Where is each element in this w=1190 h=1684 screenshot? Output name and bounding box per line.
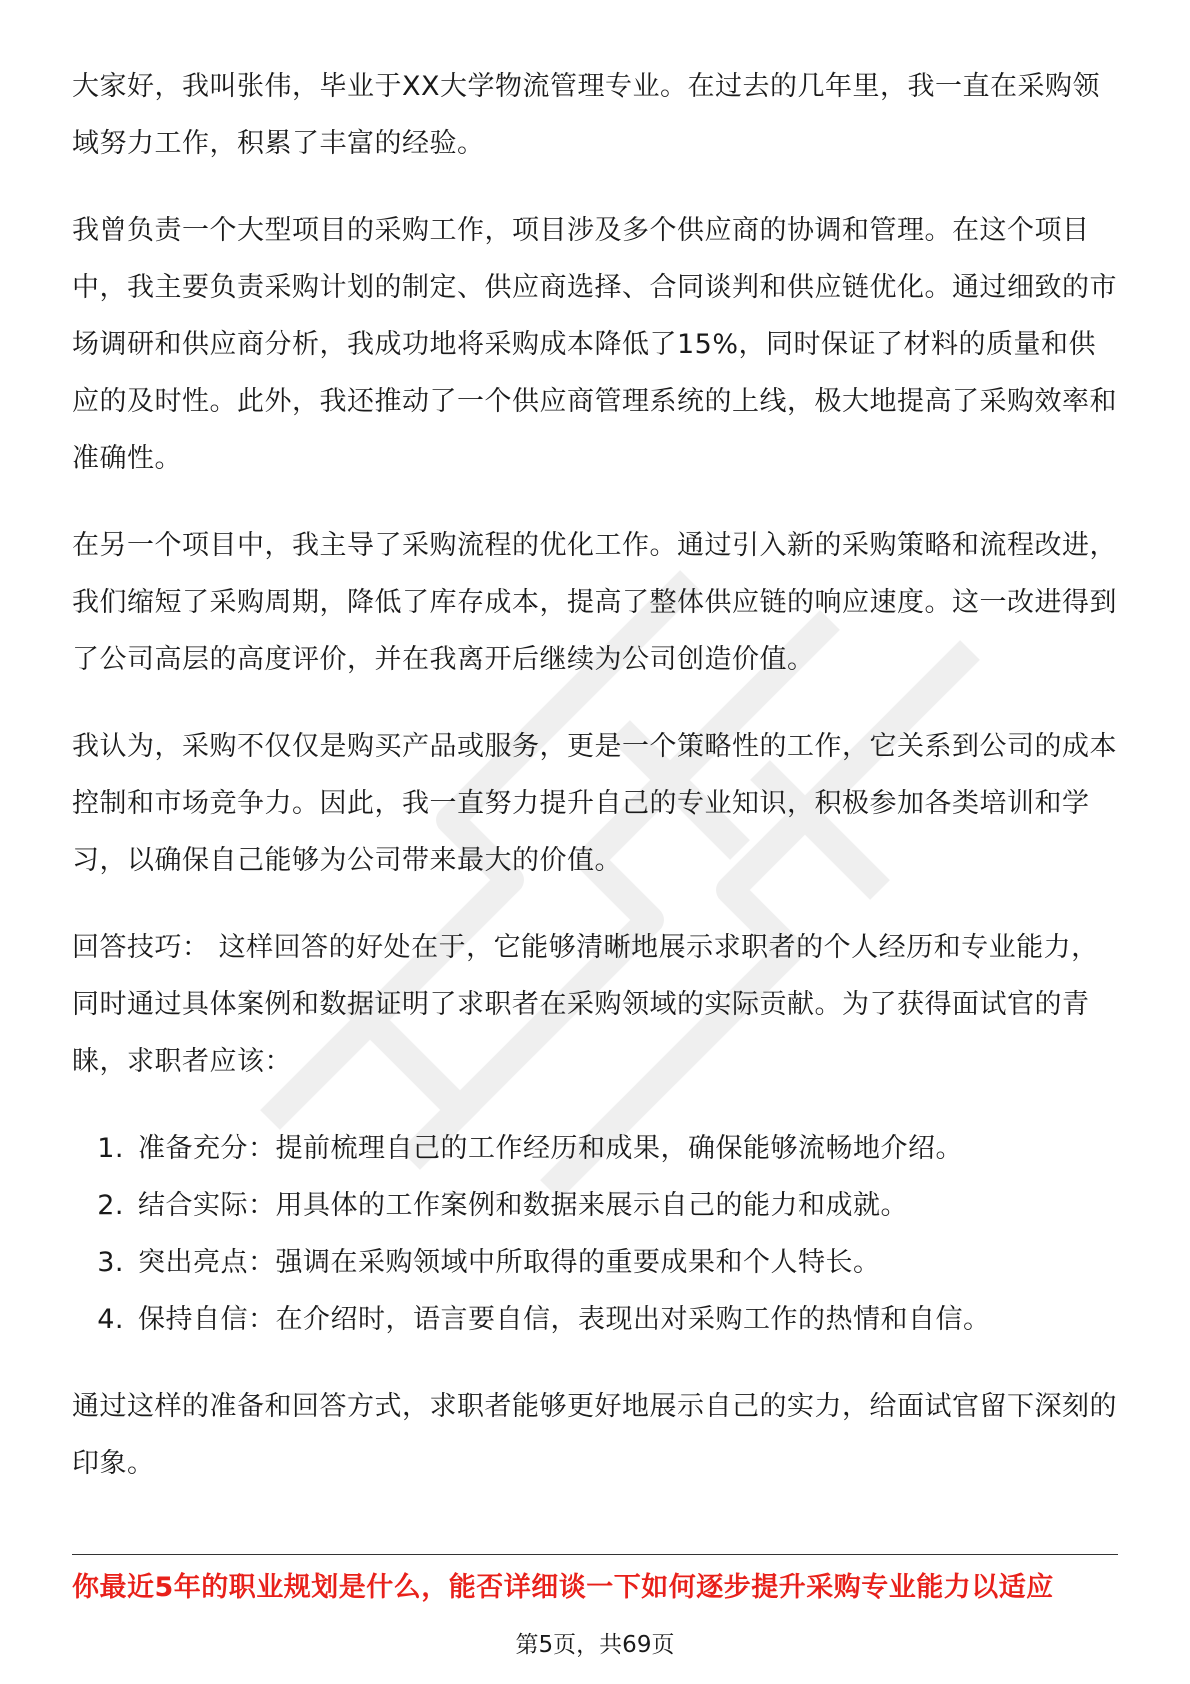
list-item (72, 1120, 1118, 1177)
process-paragraph: 在另一个项目中，我主导了采购流程的优化工作。通过引入新的采购策略和流程改进，我们缩短了采购周期，降低了库存成本，提高了整体供应链的响应速度。这一改进得到了公司高层的高度评价，并在我离开后继续为公司创造价值。 (72, 530, 1117, 675)
list-item-text: 突出亮点：强调在采购领域中所取得的重要成果和个人特长。 (138, 1247, 881, 1278)
list-item-text: 准备充分：提前梳理自己的工作经历和成果，确保能够流畅地介绍。 (138, 1133, 963, 1164)
list-item (72, 1177, 1118, 1234)
section-divider (72, 1554, 1118, 1555)
list-item-number: 4. (97, 1304, 124, 1335)
tips-list (72, 1120, 1118, 1348)
list-item-number: 3. (97, 1247, 124, 1278)
tips-intro-paragraph: 回答技巧： 这样回答的好处在于，它能够清晰地展示求职者的个人经历和专业能力，同时通过具体案例和数据证明了求职者在采购领域的实际贡献。为了获得面试官的青睐，求职者应该： (72, 932, 1099, 1077)
document-body (72, 58, 1118, 1522)
project-paragraph: 我曾负责一个大型项目的采购工作，项目涉及多个供应商的协调和管理。在这个项目中，我主要负责采购计划的制定、供应商选择、合同谈判和供应链优化。通过细致的市场调研和供应商分析，我成功地将采购成本降低了15%，同时保证了材料的质量和供应的及时性。此外，我还推动了一个供应商管理系统的上线，极大地提高了采购效率和准确性。 (72, 215, 1117, 474)
page-number: 第5页，共69页 (515, 1632, 675, 1658)
list-item-number: 1. (97, 1133, 124, 1164)
list-item (72, 1291, 1118, 1348)
intro-paragraph: 大家好，我叫张伟，毕业于XX大学物流管理专业。在过去的几年里，我一直在采购领域努力工作，积累了丰富的经验。 (72, 71, 1100, 159)
list-item-text: 保持自信：在介绍时，语言要自信，表现出对采购工作的热情和自信。 (138, 1304, 991, 1335)
list-item (72, 1234, 1118, 1291)
closing-paragraph: 通过这样的准备和回答方式，求职者能够更好地展示自己的实力，给面试官留下深刻的印象。 (72, 1391, 1117, 1479)
list-item-number: 2. (97, 1190, 124, 1221)
next-question-heading: 你最近5年的职业规划是什么，能否详细谈一下如何逐步提升采购专业能力以适应 (72, 1572, 1054, 1603)
list-item-text: 结合实际：用具体的工作案例和数据来展示自己的能力和成就。 (138, 1190, 908, 1221)
view-paragraph: 我认为，采购不仅仅是购买产品或服务，更是一个策略性的工作，它关系到公司的成本控制和市场竞争力。因此，我一直努力提升自己的专业知识，积极参加各类培训和学习，以确保自己能够为公司带来最大的价值。 (72, 731, 1117, 876)
